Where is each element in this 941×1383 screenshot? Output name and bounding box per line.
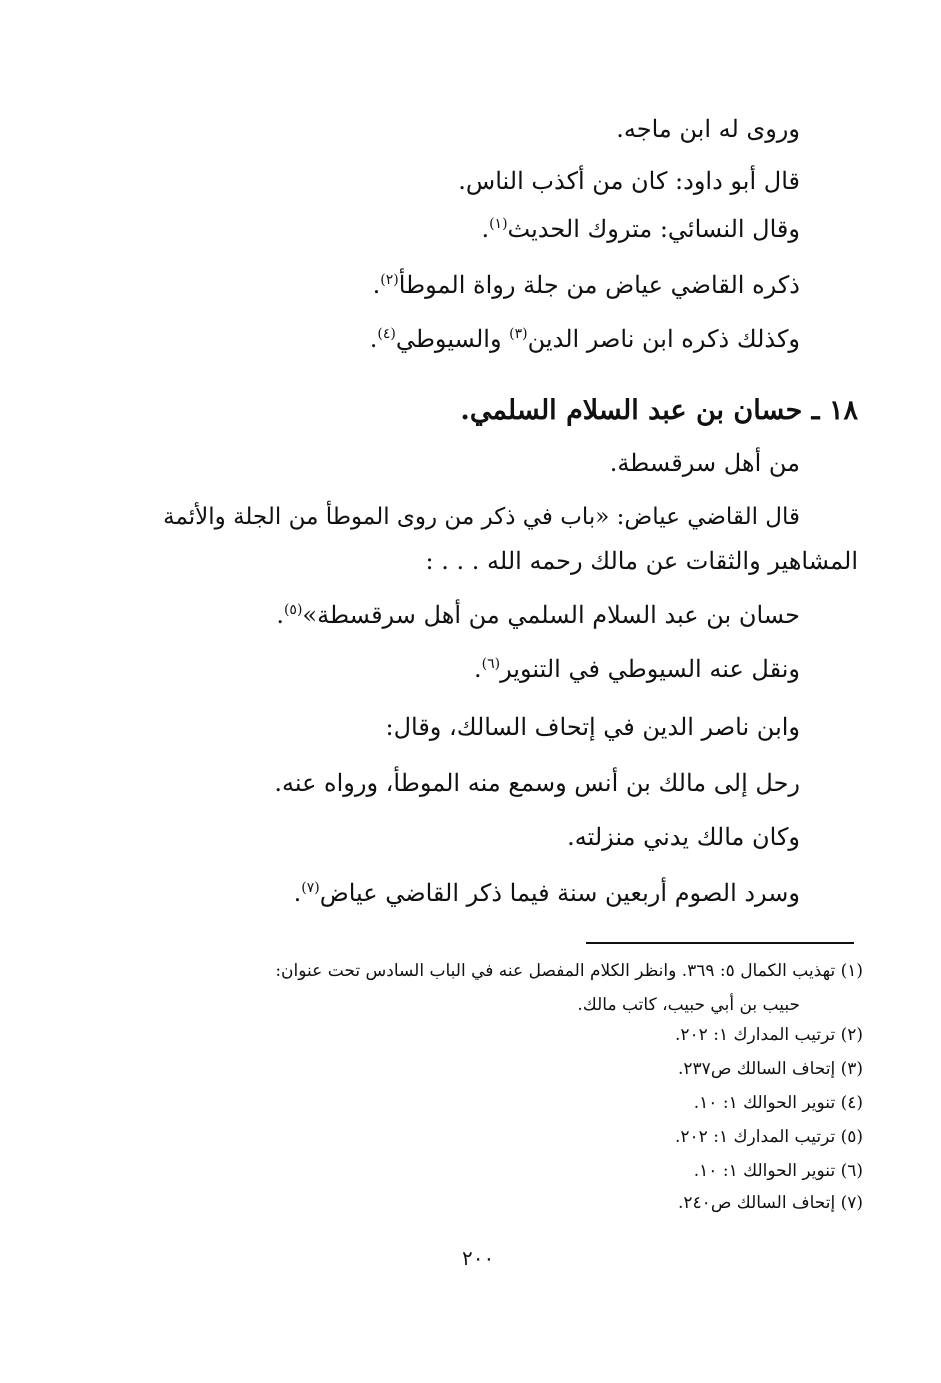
text: ذكره القاضي عياض من جلة رواة الموطأ <box>398 271 800 299</box>
period: . <box>293 879 302 907</box>
footnote <box>577 992 800 1018</box>
footnote <box>678 1056 863 1082</box>
text: وكذلك ذكره ابن ناصر الدين <box>527 325 800 353</box>
period: . <box>481 215 490 243</box>
footnote-divider <box>586 942 854 944</box>
footnote-text: (٢) ترتيب المدارك ١: ٢٠٢. <box>675 1025 863 1045</box>
footnote-text: حبيب بن أبي حبيب، كاتب مالك. <box>577 995 800 1015</box>
period: . <box>473 655 482 683</box>
footnote <box>678 1190 863 1216</box>
footnote <box>694 1090 863 1116</box>
text: وروى له ابن ماجه. <box>616 115 800 143</box>
body-line <box>276 598 800 632</box>
section-heading <box>460 394 858 428</box>
footnote-ref[interactable]: (٢) <box>380 272 399 288</box>
body-line <box>370 322 800 356</box>
body-line <box>458 164 800 198</box>
footnote-text: (٧) إتحاف السالك ص٢٤٠. <box>678 1193 863 1213</box>
body-line <box>610 446 800 480</box>
body-line <box>567 820 800 854</box>
text: قال أبو داود: كان من أكذب الناس. <box>458 167 800 195</box>
footnote-text: (١) تهذيب الكمال ٥: ٣٦٩. وانظر الكلام المفصل عنه في الباب السادس تحت عنوان: <box>275 961 863 981</box>
text: وكان مالك يدني منزلته. <box>567 823 800 851</box>
footnote-text: (٣) إتحاف السالك ص٢٣٧. <box>678 1059 863 1079</box>
text: رحل إلى مالك بن أنس وسمع منه الموطأ، ورواه عنه. <box>274 769 800 797</box>
period: . <box>372 271 381 299</box>
text: ونقل عنه السيوطي في التنوير <box>500 655 800 683</box>
text: وقال النسائي: متروك الحديث <box>507 215 800 243</box>
body-line <box>163 500 800 534</box>
footnote-ref[interactable]: (٤) <box>377 326 396 342</box>
text: وابن ناصر الدين في إتحاف السالك، وقال: <box>385 713 800 741</box>
text: من أهل سرقسطة. <box>609 449 800 477</box>
heading-text: ١٨ ـ حسان بن عبد السلام السلمي. <box>460 395 858 426</box>
footnote <box>694 1158 863 1184</box>
page-number: ٢٠٠ <box>462 1246 495 1270</box>
text: المشاهير والثقات عن مالك رحمه الله . . . : <box>425 547 858 575</box>
text: والسيوطي <box>395 325 510 353</box>
footnote <box>275 958 863 984</box>
body-line <box>426 544 858 578</box>
body-line <box>616 112 800 146</box>
footnote-ref[interactable]: (٧) <box>301 880 320 896</box>
footnote-ref[interactable]: (٦) <box>481 656 501 672</box>
footnote-ref[interactable]: (٥) <box>283 602 303 618</box>
body-line <box>385 710 800 744</box>
footnote-text: (٤) تنوير الحوالك ١: ١٠. <box>693 1093 863 1113</box>
text: قال القاضي عياض: «باب في ذكر من روى الموطأ من الجلة والأئمة <box>163 504 800 530</box>
footnote-text: (٥) ترتيب المدارك ١: ٢٠٢. <box>675 1127 863 1147</box>
footnote <box>675 1124 863 1150</box>
footnote-ref[interactable]: (١) <box>489 216 508 232</box>
footnote-ref[interactable]: (٣) <box>509 326 528 342</box>
text: حسان بن عبد السلام السلمي من أهل سرقسطة» <box>302 601 800 629</box>
footnote-text: (٦) تنوير الحوالك ١: ١٠. <box>693 1161 863 1181</box>
body-line <box>294 876 800 910</box>
footnote <box>675 1022 863 1048</box>
period: . <box>369 325 378 353</box>
body-line <box>274 766 800 800</box>
body-line <box>481 212 800 246</box>
body-line <box>373 268 800 302</box>
body-line <box>474 652 800 686</box>
period: . <box>276 601 284 629</box>
text: وسرد الصوم أربعين سنة فيما ذكر القاضي عياض <box>319 879 800 907</box>
